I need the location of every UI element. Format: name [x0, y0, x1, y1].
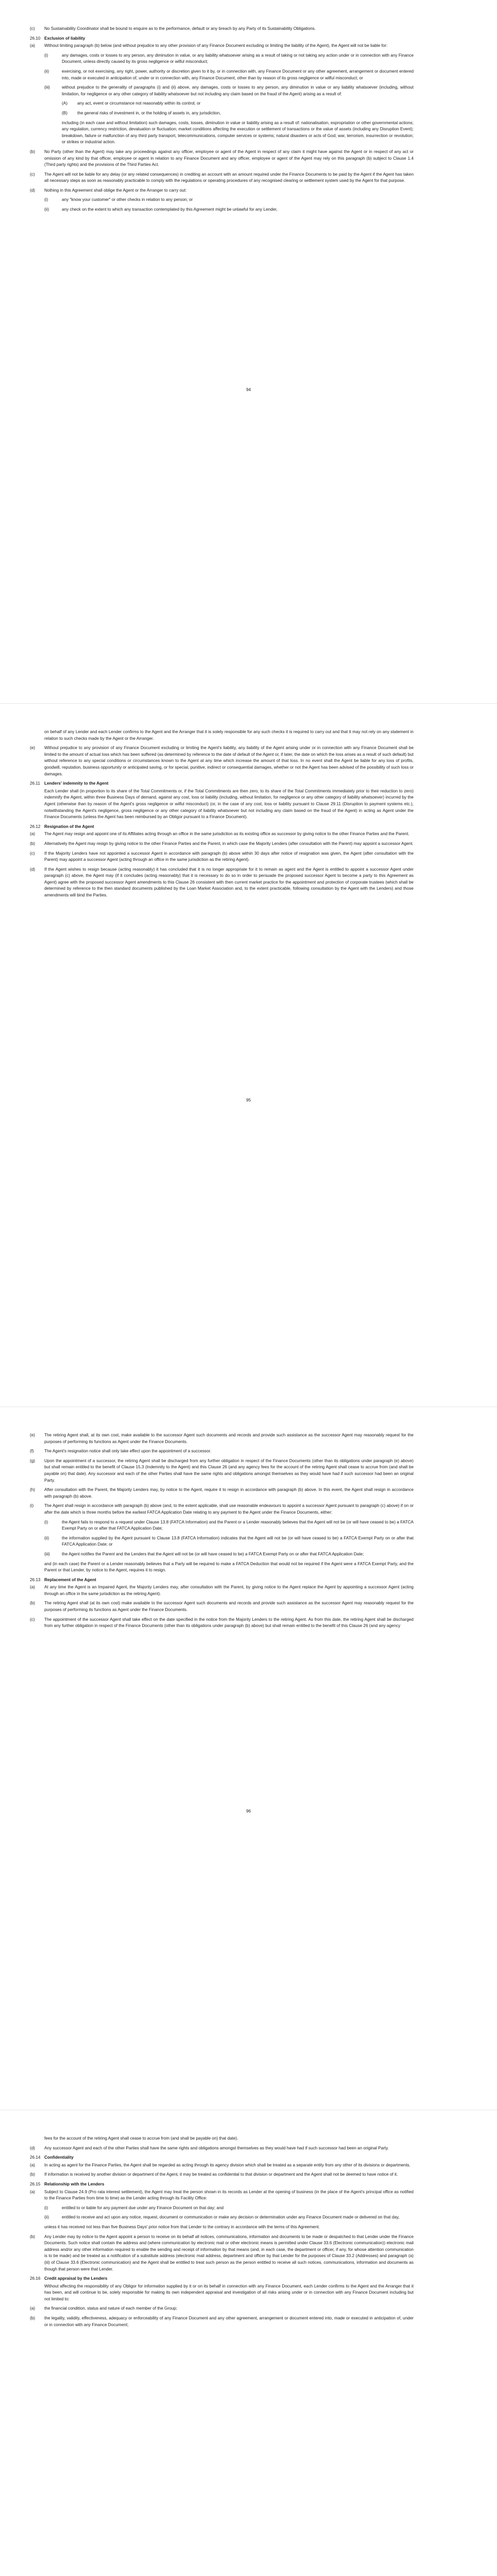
- numbered-paragraph: [30, 2145, 414, 2152]
- page-95-body: [30, 729, 414, 902]
- paragraph-number: (c): [30, 851, 35, 856]
- paragraph-text: The Agent will not be liable for any delay (or any related consequences) in crediting an account with an amount required under the Finance Documents to be paid by the Agent if the Agent has taken all necessary steps as soon as reasonably practicable to comply with the regulations or operating procedures of any recognised clearing or settlement system used by the Agent for that purpose.: [44, 172, 414, 183]
- numbered-paragraph: [30, 841, 414, 848]
- paragraph-number: (d): [30, 2145, 36, 2150]
- numbered-paragraph: [30, 149, 414, 168]
- clause-title: Confidentiality: [44, 2155, 74, 2160]
- paragraph-text: The Agent's resignation notice shall only take effect upon the appointment of a successor.: [44, 1449, 212, 1454]
- paragraph-number: (b): [30, 1601, 36, 1606]
- clause-heading: [30, 824, 414, 831]
- numbered-paragraph: [30, 2234, 414, 2273]
- page-number: 95: [246, 1098, 251, 1103]
- clause-title: Lenders' indemnity to the Agent: [44, 781, 109, 786]
- numbered-paragraph: [30, 172, 414, 184]
- paragraph-number: (i): [44, 53, 48, 58]
- paragraph-text: Any successor Agent and each of the other Parties shall have the same rights and obligations amongst themselves as they would have had if such successor had been an original Party.: [44, 2145, 389, 2150]
- continuation-text: unless it has received not less than five Business Days' prior notice from that Lender to the contrary in accordance with the terms of this Agreement.: [44, 2224, 320, 2229]
- numbered-paragraph: [30, 1448, 414, 1455]
- numbered-paragraph: [30, 745, 414, 777]
- numbered-paragraph: [44, 197, 414, 204]
- paragraph-number: (f): [30, 1449, 34, 1454]
- paragraph-text: If the Agent wishes to resign because (acting reasonably) it has concluded that it is no longer appropriate for it to remain as agent and the Agent is entitled to appoint a successor Agent under paragraph (c) above, the Agent may (if it concludes (acting reasonably) that it is necessary to do so in order to persuade the proposed successor Agent to become a party to this Agreement as Agent) agree with the proposed successor Agent amendments to this Clause 26 consistent with then current market practice for the appointment and protection of corporate trustees (which shall be determined by reference to the then standard documents published by the Loan Market Association and, to the extent practicable, following consultation by the Agent with the Lenders) and those amendments will bind the Parties.: [44, 867, 414, 898]
- paragraph-text: the financial condition, status and nature of each member of the Group;: [44, 2306, 178, 2311]
- continuation-text: Without affecting the responsibility of any Obligor for information supplied by it or on its behalf in connection with any Finance Document, each Lender confirms to the Agent and the Arranger that it has been, and will continue to be, solely responsible for making its own independent appraisal and investigation of all risks arising under or in connection with any Finance Document including but not limited to:: [44, 2283, 414, 2301]
- paragraph-number: (a): [30, 43, 36, 48]
- clause-heading: [30, 2181, 414, 2188]
- paragraph-number: (e): [30, 745, 36, 751]
- clause-heading: [30, 781, 414, 787]
- clause-number: 26.15: [30, 2181, 41, 2187]
- paragraph-text: After consultation with the Parent, the Majority Lenders may, by notice to the Agent, require it to resign in accordance with paragraph (b) above. In this event, the Agent shall resign in accordance with paragraph (b) above.: [44, 1487, 414, 1499]
- paragraph-number: (B): [62, 110, 67, 115]
- paragraph-number: (g): [30, 1458, 36, 1463]
- continuation-text: including (in each case and without limitation) such damages, costs, losses, diminution in value or liability arising as a result of: nationalisation, expropriation or other governmental actions; any regulation, currency restriction, devaluation or fluctuation; market conditions affecting the execution or settlement of transactions or the value of assets (including any Disruption Event); breakdown, failure or malfunction of any third party transport, telecommunications, computer services or systems; natural disasters or acts of God; war, terrorism, insurrection or revolution; or strikes or industrial action.: [62, 120, 414, 145]
- clause-title: Relationship with the Lenders: [44, 2181, 105, 2187]
- page-97-body: [30, 2136, 414, 2331]
- numbered-paragraph: [44, 1535, 414, 1548]
- paragraph-number: (ii): [44, 69, 49, 74]
- paragraph-text: Alternatively the Agent may resign by giving notice to the other Finance Parties and the Parent, in which case the Majority Lenders (after consultation with the Parent) may appoint a successor Agent.: [44, 841, 414, 846]
- numbered-paragraph: [30, 2189, 414, 2202]
- paragraph-number: (b): [30, 2172, 36, 2177]
- paragraph-text: Without prejudice to any provision of any Finance Document excluding or limiting the Agent's liability, any liability of the Agent arising under or in connection with any Finance Document shall be limited to the amount of actual loss which has been suffered (as determined by reference to the date of default of the Agent or, if later, the date on which the loss arises as a result of such default) but without reference to any special conditions or circumstances known to the Agent at any time which increase the amount of that loss. In no event shall the Agent be liable for any loss of profits, goodwill, reputation, business opportunity or anticipated saving, or for special, punitive, indirect or consequential damages, whether or not the Agent has been advised of the possibility of such loss or damages.: [44, 745, 414, 776]
- clause-title: Credit appraisal by the Lenders: [44, 2276, 108, 2281]
- continuation-text: fees for the account of the retiring Agent shall cease to accrue from (and shall be payable on) that date).: [44, 2136, 238, 2141]
- paragraph-number: (a): [30, 2189, 36, 2194]
- numbered-paragraph: [44, 69, 414, 81]
- numbered-paragraph: [44, 2214, 414, 2221]
- paragraph-number: (iii): [44, 1551, 50, 1556]
- numbered-paragraph: [30, 1617, 414, 1630]
- paragraph-text: entitled to or liable for any payment due under any Finance Document on that day; and: [62, 2205, 224, 2210]
- continuation-text: on behalf of any Lender and each Lender confirms to the Agent and the Arranger that it is solely responsible for any such checks it is required to carry out and that it may not rely on any statement in relation to such checks made by the Agent or the Arranger.: [44, 730, 414, 741]
- clause-heading: [30, 36, 414, 42]
- paragraph-number: (a): [30, 832, 36, 837]
- paragraph-text: The Agent shall resign in accordance with paragraph (b) above (and, to the extent applicable, shall use reasonable endeavours to appoint a successor Agent pursuant to paragraph (c) above) if on or after the date which is three months before the earliest FATCA Application Date relating to any payment to the Agent under the Finance Documents, either:: [44, 1503, 414, 1515]
- clause-heading: [30, 2276, 414, 2282]
- paragraph-text: entitled to receive and act upon any notice, request, document or communication or make any decision or determination under any Finance Document made or delivered on that day,: [62, 2215, 400, 2220]
- paragraph-number: (i): [44, 1519, 48, 1524]
- paragraph-text: any "know your customer" or other checks in relation to any person; or: [62, 197, 193, 202]
- paragraph-number: (a): [30, 2162, 36, 2167]
- continuation-text: and (in each case) the Parent or a Lender reasonably believes that a Party will be required to make a FATCA Deduction that would not be required if the Agent were a FATCA Exempt Party, and the Parent or that Lender, by notice to the Agent, requires it to resign.: [44, 1561, 414, 1573]
- paragraph-text: At any time the Agent is an Impaired Agent, the Majority Lenders may, after consultation with the Parent, by giving notice to the Agent replace the Agent by appointing a successor Agent (acting through an office in the same jurisdiction as the retiring Agent).: [44, 1585, 414, 1596]
- page-number: 96: [246, 1809, 251, 1814]
- page-96-body: [30, 1432, 414, 1633]
- page-96: [0, 1406, 497, 2110]
- numbered-paragraph: [30, 43, 414, 49]
- paragraph-text: any check on the extent to which any transaction contemplated by this Agreement might be unlawful for any Lender,: [62, 207, 278, 212]
- paragraph-text: the Agent notifies the Parent and the Lenders that the Agent will not be (or will have ceased to be) a FATCA Exempt Party on or after that FATCA Application Date;: [62, 1551, 364, 1556]
- paragraph-number: (c): [30, 1617, 35, 1622]
- paragraph-number: (iii): [44, 85, 50, 90]
- paragraph-number: (ii): [44, 2215, 49, 2220]
- numbered-paragraph: [30, 1503, 414, 1516]
- numbered-paragraph: [30, 867, 414, 899]
- paragraph-text: Without limiting paragraph (b) below (and without prejudice to any other provision of any Finance Document excluding or limiting the liability of the Agent), the Agent will not be liable for:: [44, 43, 388, 48]
- paragraph-number: (d): [30, 867, 36, 872]
- paragraph-number: (c): [30, 26, 35, 31]
- paragraph-text: any damages, costs or losses to any person, any diminution in value, or any liability whatsoever arising as a result of taking or not taking any action under or in connection with any Finance Document, unless directly caused by its gross negligence or wilful misconduct;: [62, 53, 414, 64]
- numbered-paragraph: [44, 1519, 414, 1532]
- numbered-paragraph: [30, 1487, 414, 1500]
- numbered-paragraph: [30, 2306, 414, 2312]
- paragraph-text: Any Lender may by notice to the Agent appoint a person to receive on its behalf all notices, communications, information and documents to be made or despatched to that Lender under the Finance Documents. Such notice shall contain the address and (where communication by electronic mail or other electronic means is permitted under Clause 33.6 (Electronic communication)) electronic mail address and/or any other information required to enable the sending and receipt of information by that means (and, in each case, the department or officer, if any, for whose attention communication is to be made) and be treated as a notification of a substitute address (electronic mail address, department and officer by that Lender for the purposes of Clause 33.2 (Addresses) and paragraph (a)(iii) of Clause 33.6 (Electronic communication) and the Agent shall be entitled to treat such person as the person entitled to receive all such notices, communications, information and documents as though that person were that Lender.: [44, 2234, 414, 2272]
- paragraph-number: (ii): [44, 1535, 49, 1540]
- paragraph-text: the general risks of investment in, or the holding of assets in, any jurisdiction,: [77, 110, 221, 115]
- paragraph-number: (d): [30, 188, 36, 193]
- paragraph-text: Nothing in this Agreement shall oblige the Agent or the Arranger to carry out:: [44, 188, 187, 193]
- numbered-paragraph: [62, 110, 414, 117]
- paragraph-number: (A): [62, 101, 67, 106]
- paragraph-number: (b): [30, 149, 36, 154]
- numbered-paragraph: [44, 1551, 414, 1558]
- paragraph-text: No Party (other than the Agent) may take any proceedings against any officer, employee or agent of the Agent in respect of any claim it might have against the Agent or in respect of any act or omission of any kind by that officer, employee or agent in relation to any Finance Document and any officer, employee or agent of the Agent may rely on this paragraph (b) subject to Clause 1.4 (Third party rights) and the provisions of the Third Parties Act.: [44, 149, 414, 167]
- paragraph-text: any act, event or circumstance not reasonably within its control; or: [77, 101, 201, 106]
- numbered-paragraph: [30, 2162, 414, 2169]
- paragraph-number: (i): [44, 197, 48, 202]
- paragraph-number: (b): [30, 841, 36, 846]
- paragraph-number: (h): [30, 1487, 36, 1493]
- clause-number: 26.11: [30, 781, 40, 786]
- numbered-paragraph: [44, 2205, 414, 2212]
- numbered-paragraph: [30, 26, 414, 32]
- paragraph-number: (a): [30, 1585, 36, 1590]
- numbered-paragraph: [44, 207, 414, 213]
- clause-heading: [30, 2155, 414, 2161]
- numbered-paragraph: [30, 2315, 414, 2328]
- clause-title: Resignation of the Agent: [44, 824, 94, 829]
- paragraph-text: the Agent fails to respond to a request under Clause 13.8 (FATCA Information) and the Parent or a Lender reasonably believes that the Agent will not be (or will have ceased to be) a FATCA Exempt Party on or after that FATCA Application Date;: [62, 1519, 414, 1531]
- paragraph-text: The retiring Agent shall, at its own cost, make available to the successor Agent such documents and records and provide such assistance as the successor Agent may reasonably request for the purposes of performing its functions as Agent under the Finance Documents.: [44, 1433, 414, 1444]
- page-94-body: [30, 26, 414, 216]
- page-95: [0, 703, 497, 1406]
- paragraph-text: Subject to Clause 24.9 (Pro rata interest settlement), the Agent may treat the person shown in its records as Lender at the opening of business (in the place of the Agent's principal office as notified to the Finance Parties from time to time) as the Lender acting through its Facility Office:: [44, 2189, 414, 2201]
- clause-number: 26.14: [30, 2155, 41, 2160]
- paragraph-number: (i): [30, 1503, 34, 1509]
- clause-title: Replacement of the Agent: [44, 1577, 96, 1582]
- paragraph-text: The Agent may resign and appoint one of its Affiliates acting through an office in the same jurisdiction as its existing office as successor by giving notice to the other Finance Parties and the Parent.: [44, 832, 409, 837]
- paragraph-number: (i): [44, 2205, 48, 2210]
- clause-heading: [30, 1577, 414, 1584]
- numbered-paragraph: [30, 1458, 414, 1484]
- paragraph-text: exercising, or not exercising, any right, power, authority or discretion given to it by, or in connection with, any Finance Document or any other agreement, arrangement or document entered into, made or executed in anticipation of, under or in connection with, any Finance Document, other than by reason of its gross negligence or wilful misconduct; or: [62, 69, 414, 80]
- clause-title: Exclusion of liability: [44, 36, 85, 41]
- clause-number: 26.12: [30, 824, 41, 829]
- numbered-paragraph: [30, 1584, 414, 1597]
- clause-number: 26.10: [30, 36, 41, 41]
- paragraph-number: (b): [30, 2316, 36, 2321]
- paragraph-text: If the Majority Lenders have not appointed a successor Agent in accordance with paragraph (b) above within 30 days after notice of resignation was given, the Agent (after consultation with the Parent) may appoint a successor Agent (acting through an office in the same jurisdiction as the retiring Agent).: [44, 851, 414, 862]
- continuation-text: Each Lender shall (in proportion to its share of the Total Commitments or, if the Total Commitments are then zero, to its share of the Total Commitments immediately prior to their reduction to zero) indemnify the Agent, within three Business Days of demand, against any cost, loss or liability (including, without limitation, for negligence or any other category of liability whatsoever) incurred by the Agent (otherwise than by reason of the Agent's gross negligence or wilful misconduct) (or, in the case of any cost, loss or liability pursuant to Clause 29.11 (Disruption to payment systems etc.), notwithstanding the Agent's negligence, gross negligence or any other category of liability whatsoever but not including any claim based on the fraud of the Agent) in acting as Agent under the Finance Documents (unless the Agent has been reimbursed by an Obligor pursuant to a Finance Document).: [44, 788, 414, 820]
- numbered-paragraph: [30, 188, 414, 194]
- paragraph-text: No Sustainability Coordinator shall be bound to enquire as to the performance, default or any breach by any Party of its Sustainability Obligations.: [44, 26, 316, 31]
- numbered-paragraph: [44, 53, 414, 65]
- page-97: [0, 2110, 497, 2576]
- paragraph-number: (a): [30, 2306, 36, 2311]
- paragraph-number: (ii): [44, 207, 49, 212]
- numbered-paragraph: [30, 1600, 414, 1613]
- paragraph-number: (c): [30, 172, 35, 177]
- paragraph-text: Upon the appointment of a successor, the retiring Agent shall be discharged from any further obligation in respect of the Finance Documents (other than its obligations under paragraph (e) above) but shall remain entitled to the benefit of Clause 15.3 (Indemnity to the Agent) and this Clause 26 (and any agency fees for the account of the retiring Agent shall cease to accrue from (and shall be payable on) that date). Any successor and each of the other Parties shall have the same rights and obligations amongst themselves as they would have had if such successor had been an original Party.: [44, 1458, 414, 1483]
- numbered-paragraph: [62, 100, 414, 107]
- paragraph-number: (b): [30, 2234, 36, 2239]
- paragraph-text: The retiring Agent shall (at its own cost) make available to the successor Agent such documents and records and provide such assistance as the successor Agent may reasonably request for the purposes of performing its functions as Agent under the Finance Documents.: [44, 1601, 414, 1613]
- clause-number: 26.16: [30, 2276, 41, 2281]
- paragraph-number: (e): [30, 1433, 36, 1437]
- page-number: 94: [246, 387, 251, 392]
- paragraph-text: The appointment of the successor Agent shall take effect on the date specified in the notice from the Majority Lenders to the retiring Agent. As from this date, the retiring Agent shall be discharged from any further obligation in respect of the Finance Documents (other than its obligations under paragraph (b) above) but shall remain entitled to the benefit of this Clause 26 (and any agency: [44, 1617, 414, 1629]
- paragraph-text: without prejudice to the generality of paragraphs (i) and (ii) above, any damages, costs or losses to any person, any diminution in value or any liability whatsoever (including, without limitation, for negligence or any other category of liability whatsoever but not including any claim based on the fraud of the Agent) arising as a result of:: [62, 85, 414, 96]
- paragraph-text: In acting as agent for the Finance Parties, the Agent shall be regarded as acting through its agency division which shall be treated as a separate entity from any other of its divisions or departments.: [44, 2162, 410, 2167]
- clause-number: 26.13: [30, 1577, 41, 1582]
- numbered-paragraph: [30, 851, 414, 863]
- page-94: [0, 0, 497, 703]
- paragraph-text: If information is received by another division or department of the Agent, it may be treated as confidential to that division or department and the Agent shall not be deemed to have notice of it.: [44, 2172, 398, 2177]
- paragraph-text: the legality, validity, effectiveness, adequacy or enforceability of any Finance Document and any other agreement, arrangement or document entered into, made or executed in anticipation of, under or in connection with any Finance Document;: [44, 2316, 414, 2327]
- paragraph-text: the information supplied by the Agent pursuant to Clause 13.8 (FATCA Information) indicates that the Agent will not be (or will have ceased to be) a FATCA Exempt Party on or after that FATCA Application Date; or: [62, 1535, 414, 1547]
- numbered-paragraph: [30, 2172, 414, 2178]
- numbered-paragraph: [30, 831, 414, 838]
- numbered-paragraph: [30, 1432, 414, 1445]
- numbered-paragraph: [44, 84, 414, 97]
